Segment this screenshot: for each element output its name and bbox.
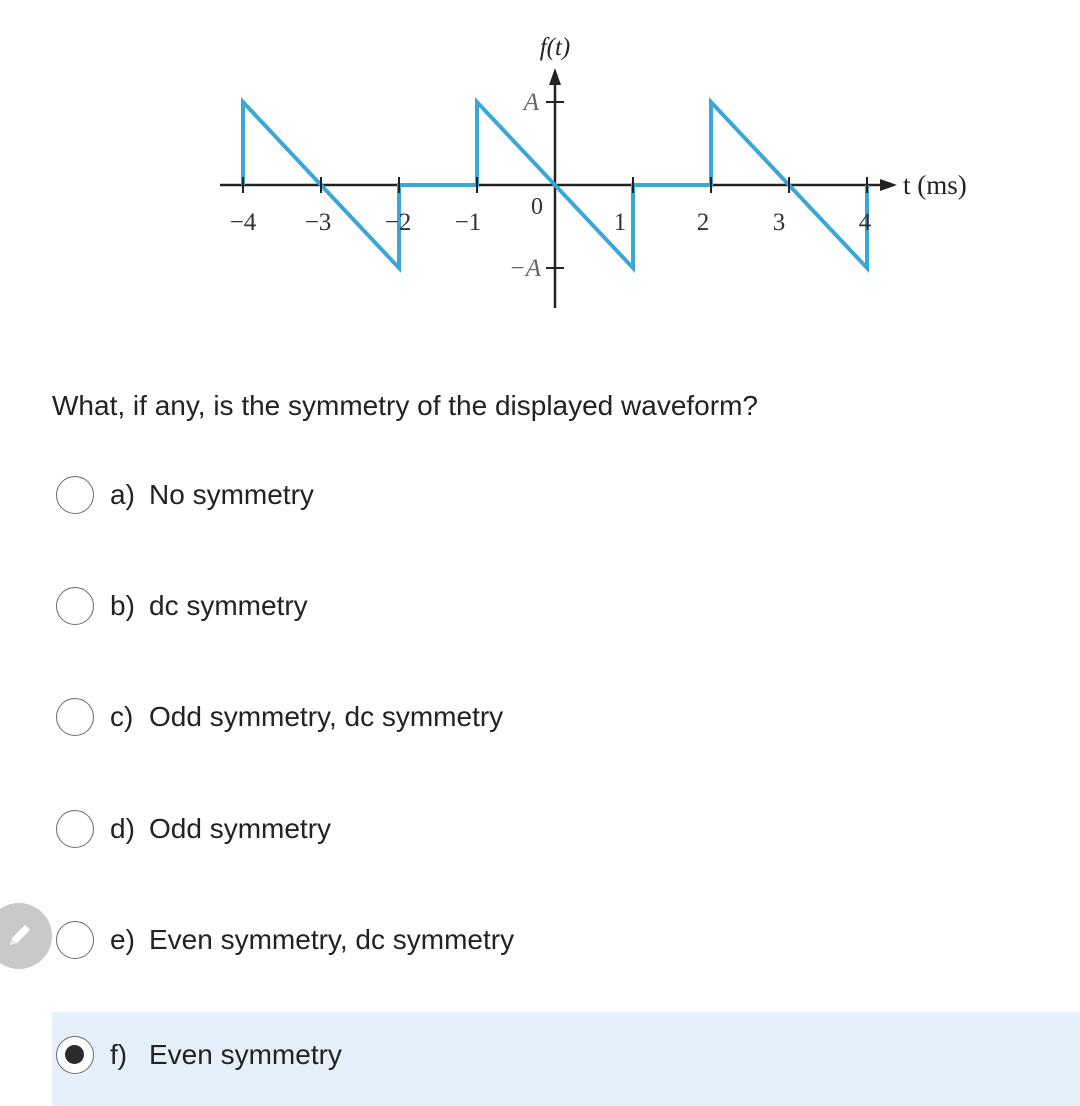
x-tick-label: −3 [304, 209, 332, 236]
x-tick-label: 1 [613, 209, 627, 236]
pencil-icon [6, 921, 34, 949]
x-tick-labels [230, 209, 872, 236]
waveform-figure [0, 0, 1080, 340]
option-label: Odd symmetry [149, 813, 332, 844]
option-label: Even symmetry, dc symmetry [149, 924, 515, 955]
option-label: Odd symmetry, dc symmetry [149, 701, 504, 732]
option-letter: d) [110, 813, 135, 844]
answer-option-d[interactable] [52, 786, 1080, 880]
question-text: What, if any, is the symmetry of the displayed waveform? [52, 390, 758, 421]
radio-button[interactable] [56, 921, 94, 959]
y-tick-label-bottom: −A [508, 255, 541, 282]
radio-button[interactable] [56, 1036, 94, 1074]
x-tick-label: −4 [229, 209, 257, 236]
radio-button[interactable] [56, 587, 94, 625]
option-letter: c) [110, 701, 134, 732]
option-label: dc symmetry [149, 590, 308, 621]
x-tick-label: −1 [454, 209, 482, 236]
edit-button[interactable] [0, 903, 52, 969]
y-axis-label: f(t) [539, 34, 571, 61]
option-letter: b) [110, 590, 135, 621]
answer-option-a[interactable] [52, 452, 1080, 546]
x-tick-label: −2 [384, 209, 412, 236]
x-axis-arrow [880, 179, 897, 191]
option-letter: f) [110, 1039, 128, 1070]
y-tick-label-top: A [523, 89, 539, 116]
answer-option-f[interactable] [52, 1012, 1080, 1106]
radio-button[interactable] [56, 698, 94, 736]
option-label: No symmetry [149, 479, 314, 510]
answer-option-e[interactable] [52, 897, 1080, 991]
origin-label: 0 [531, 194, 543, 220]
option-letter: e) [110, 924, 135, 955]
x-tick-label: 2 [696, 209, 710, 236]
radio-button[interactable] [56, 810, 94, 848]
x-tick-label: 4 [858, 209, 872, 236]
y-axis-arrow [549, 68, 561, 85]
radio-selected-dot [65, 1045, 84, 1064]
answer-option-c[interactable] [52, 674, 1080, 768]
radio-button[interactable] [56, 476, 94, 514]
answer-option-b[interactable] [52, 563, 1080, 657]
option-label: Even symmetry [149, 1039, 342, 1070]
option-letter: a) [110, 479, 135, 510]
x-axis-label: t (ms) [903, 170, 967, 200]
x-tick-label: 3 [772, 209, 786, 236]
